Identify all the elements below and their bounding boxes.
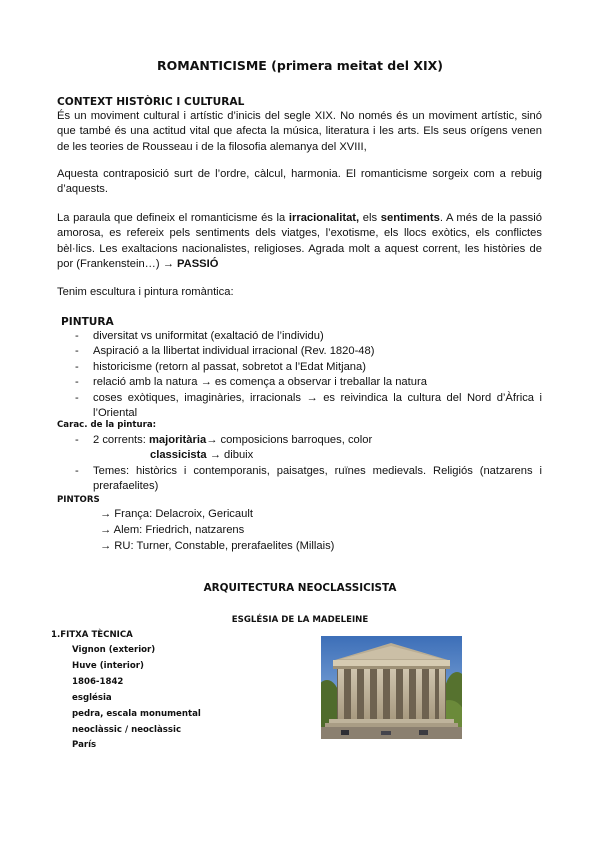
page-title: ROMANTICISME (primera meitat del XIX) [157, 58, 443, 73]
pintura-heading: PINTURA [61, 316, 114, 328]
context-paragraph-3 [57, 211, 542, 273]
list-item-text: historicisme (retorn al passat, sobretot a l’Edat Mitjana) [93, 360, 366, 373]
pintor-line-franca: → França: Delacroix, Gericault [100, 508, 253, 520]
carac1-text-a: 2 corrents: [93, 434, 149, 446]
dash: - [75, 391, 79, 404]
carac1-classicista: classicista [150, 449, 207, 462]
pintor-line-alem: → Alem: Friedrich, natzarens [100, 523, 245, 536]
pintors-heading: PINTORS [57, 495, 100, 505]
context-paragraph-4: Tenim escultura i pintura romàntica: [57, 286, 234, 298]
p3-text-c: els [359, 212, 381, 224]
carac1-majoritaria: majoritària [148, 434, 207, 446]
pintors-list [100, 507, 334, 554]
list-item [75, 464, 542, 495]
fitxa-architect-exterior: Vignon (exterior) [72, 645, 156, 655]
fitxa-material: pedra, escala monumental [72, 708, 201, 719]
p3-irracionalitat: irracionalitat, [288, 212, 360, 224]
fitxa-location: París [72, 740, 97, 751]
list-item-text: Aspiració a la llibertat individual irracional (Rev. 1820-48) [93, 345, 375, 358]
fitxa-style: neoclàssic / neoclàssic [72, 724, 182, 735]
p3-sentiments: sentiments [380, 212, 440, 224]
carac-list [75, 433, 542, 495]
dash: - [75, 345, 79, 358]
context-paragraph-2: Aquesta contraposició surt de l’ordre, càlcul, harmonia. El romanticisme sorgeix com a rebuig d’aquests. [57, 168, 542, 196]
pintor-line-ru: → RU: Turner, Constable, prerafaelites (Millais) [100, 539, 335, 552]
carac-heading: Carac. de la pintura: [57, 420, 157, 430]
dash: - [75, 360, 79, 373]
fitxa-dates: 1806-1842 [72, 676, 124, 687]
list-item-text: coses exòtiques, imaginàries, irracionals → es reivindica la cultura del Nord d’Àfrica i l’Oriental [93, 391, 542, 420]
dash: - [75, 330, 79, 342]
context-heading: CONTEXT HISTÒRIC I CULTURAL [57, 96, 245, 108]
p3-text-a: La paraula que defineix el romanticisme és la [57, 212, 289, 224]
madeleine-photo [321, 636, 462, 739]
list-item [75, 329, 542, 344]
context-paragraph-1: És un moviment cultural i artístic d’inicis del segle XIX. No només és un moviment artístic, sinó que també és una actitud vital que afecta la música, literatura i les arts. Els seus orígens venen de les teories de Rousseau i de la filosofia alemanya del XVIII, [57, 110, 542, 153]
list-item [75, 344, 542, 359]
dash: - [75, 376, 79, 389]
list-item-text: Temes: històrics i contemporanis, paisatges, ruïnes medievals. Religiós (natzarens i prerafaelites) [93, 464, 542, 493]
p3-text-e: . A més de la passió amorosa, es refereix pels sentiments dels viatges, l’exotisme, els llocs exòtics, els conflictes bèl·lics. Les exaltacions nacionalistes, religioses. Agrada molt a aquest corrent, les històries de por (Frankenstein…) → [57, 212, 542, 271]
madeleine-heading: ESGLÉSIA DE LA MADELEINE [231, 615, 369, 625]
dash: - [75, 464, 79, 477]
carac1-text-c: → composicions barroques, color [206, 434, 373, 446]
carac1-text-e: → dibuix [206, 449, 254, 462]
arquitectura-heading: ARQUITECTURA NEOCLASSICISTA [203, 582, 397, 594]
p3-passio: PASSIÓ [177, 258, 219, 271]
fitxa-list [72, 643, 201, 754]
fitxa-type: església [72, 692, 112, 703]
list-item [75, 375, 542, 390]
fitxa-architect-interior: Huve (interior) [72, 660, 144, 671]
list-item-text: relació amb la natura → es comença a observar i treballar la natura [93, 376, 427, 389]
list-item-text: diversitat vs uniformitat (exaltació de l’individu) [93, 330, 324, 342]
list-item [75, 433, 542, 464]
list-item [75, 391, 542, 422]
fitxa-heading: 1.FITXA TÈCNICA [51, 630, 133, 640]
pintura-list [75, 329, 542, 421]
list-item [75, 360, 542, 375]
dash: - [75, 434, 79, 446]
